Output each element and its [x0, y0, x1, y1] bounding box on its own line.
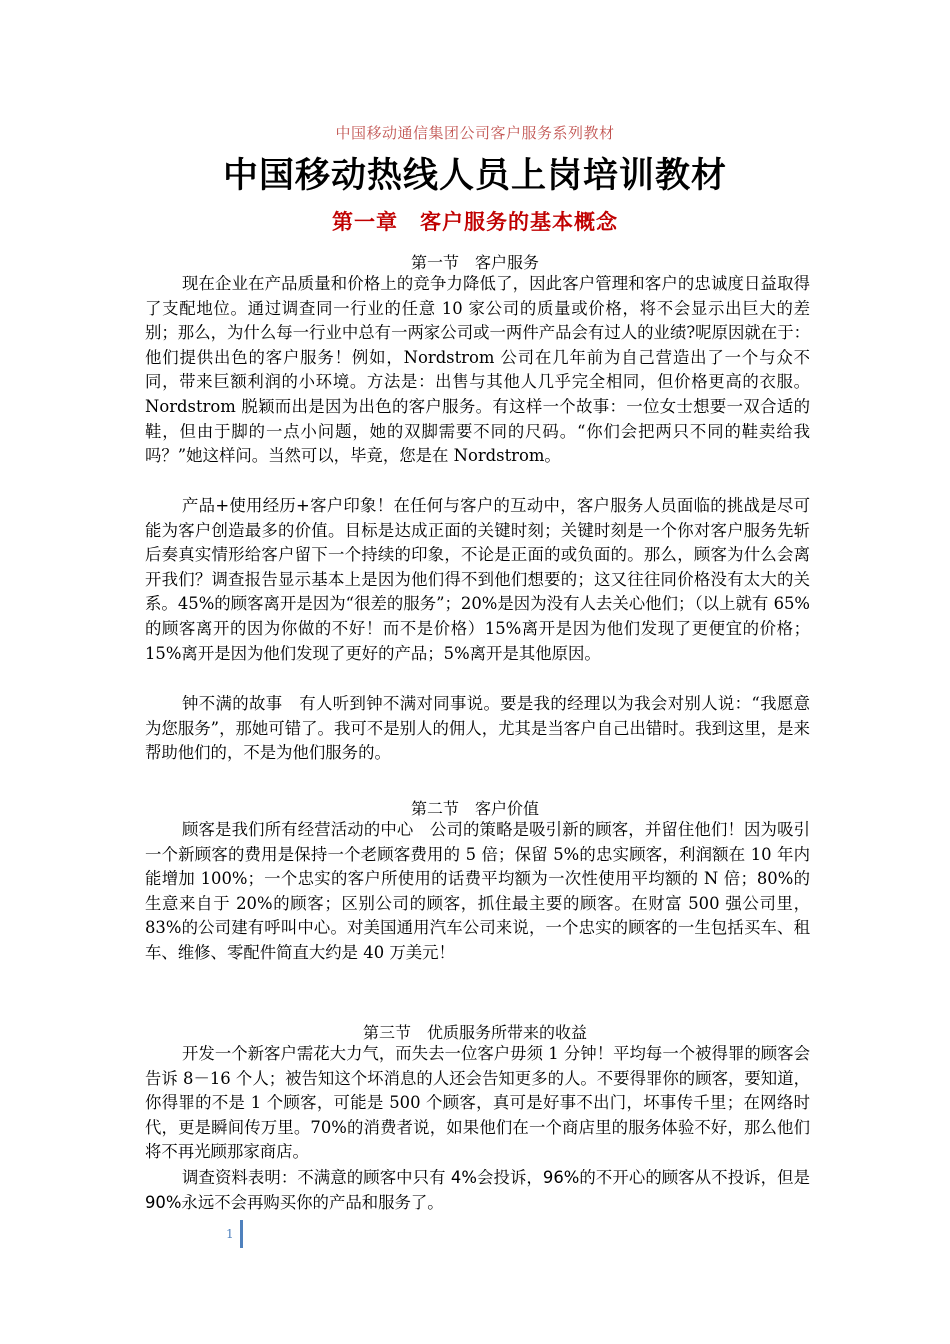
- section-3-paragraph-1: [145, 1042, 810, 1165]
- chapter-title: 第一章 客户服务的基本概念: [332, 209, 618, 234]
- paragraph-text: 现在企业在产品质量和价格上的竞争力降低了，因此客户管理和客户的忠诚度日益取得了支配地位。通过调查同一行业的任意 10 家公司的质量或价格，将不会显示出巨大的差别；那么，为什么每一行业中总有一两家公司或一两件产品会有过人的业绩?呢原因就在于：: [145, 274, 810, 343]
- page-number: 1: [226, 1227, 234, 1241]
- section-1-paragraph-3: [145, 692, 810, 766]
- paragraph-text: 开发一个新客户需花大力气，而失去一位客户毋须 1 分钟！平均每一个被得罪的顾客会告诉 8－16 个人；被告知这个坏消息的人还会告知更多的人。不要得罪你的顾客，要知道，你得罪的不是 1 个顾客，可能是 500 个顾客，真可是好事不出门，坏事传千里；在网络时代，更是瞬间传万里。70%的消费者说，如果他们在一个商店里的服务体验不好，那么他们将不再光顾那家商店。: [145, 1044, 810, 1162]
- section-2-paragraph-1: [145, 818, 810, 966]
- section-3-paragraph-2: [145, 1166, 810, 1215]
- document-title: 中国移动热线人员上岗培训教材: [222, 155, 727, 196]
- highlight-text: 他们提供出色的客户服务！: [145, 347, 352, 367]
- section-3-title: 第三节 优质服务所带来的收益: [362, 1023, 587, 1042]
- highlight-text: 调查资料表明：不满意的顾客中只有 4%会投诉，96%的不开心的顾客从不投诉，但是 90%永: [145, 1168, 810, 1212]
- section-1-title: 第一节 客户服务: [410, 253, 539, 272]
- paragraph-text: 公司的策略是吸引新的顾客，并留住他们！因为吸引一个新顾客的费用是保持一个老顾客费用的 5 倍；保留 5%的忠实顾客，利润额在 10 年内能增加 100%；一个忠实的客户所使用的话费平均额为一次性使用平均额的 N 倍；80%的生意来自于 20%的顾客；区别公司的顾客，抓住最主要的顾客。在财富 500 强公司里，83%的公司建有呼叫中心。对美国通用汽车公司来说，一个忠实的顾客的一生包括买车、租车、维修、零配件简直大约是 40 万美元！: [145, 820, 811, 962]
- highlight-text: 产品+使用经历+客户印象！: [182, 496, 394, 515]
- series-header: 中国移动通信集团公司客户服务系列教材: [335, 124, 615, 142]
- paragraph-text: 在任何与客户的互动中，客户服务人员面临的挑战是尽可能为客户创造最多的价值。目标是达成正面的关键时刻；关键时刻是一个你对客户服务先斩后奏真实情形给客户留下一个持续的印象，不论是正面的或负面的。那么，顾客为什么会离开我们？调查报告显示基本上是因为他们得不到他们想要的；这又往往同价格没有太大的关系。45%的顾客离开是因为“很差的服务”；20%是因为没有人去关心他们；（以上就有 65%的顾客离开的因为你做的不好！而不是价格）15%离开是因为他们发现了更便宜的价格；15%离开是因为他们发现了更好的产品；5%离开是其他原因。: [145, 496, 811, 663]
- section-2-title: 第二节 客户价值: [410, 799, 539, 818]
- section-1-paragraph-2: [145, 494, 810, 666]
- highlight-text: 顾客是我们所有经营活动的中心: [182, 820, 414, 839]
- section-1-paragraph-1: [145, 272, 810, 469]
- paragraph-text: 有人听到钟不满对同事说。要是我的经理以为我会对别人说：“我愿意为您服务”，那她可错了。我可不是别人的佣人，尤其是当客户自己出错时。我到这里，是来帮助他们的，不是为他们服务的。: [145, 694, 810, 763]
- page-number-bar: [240, 1220, 243, 1248]
- paragraph-text: 例如，Nordstrom 公司在几年前为自己营造出了一个与众不同，带来巨额利润的小环境。方法是：出售与其他人几乎完全相同，但价格更高的衣服。Nordstrom 脱颖而出是因为出色的客户服务。有这样一个故事：一位女士想要一双合适的鞋，但由于脚的一点小问题，她的双脚需要不同的尺码。“你们会把两只不同的鞋卖给我吗？”她这样问。当然可以，毕竟，您是在 Nordstrom。: [145, 347, 811, 466]
- paragraph-text: 远不会再购买你的产品和服务了。: [197, 1192, 444, 1212]
- highlight-text: 钟不满的故事: [182, 694, 283, 713]
